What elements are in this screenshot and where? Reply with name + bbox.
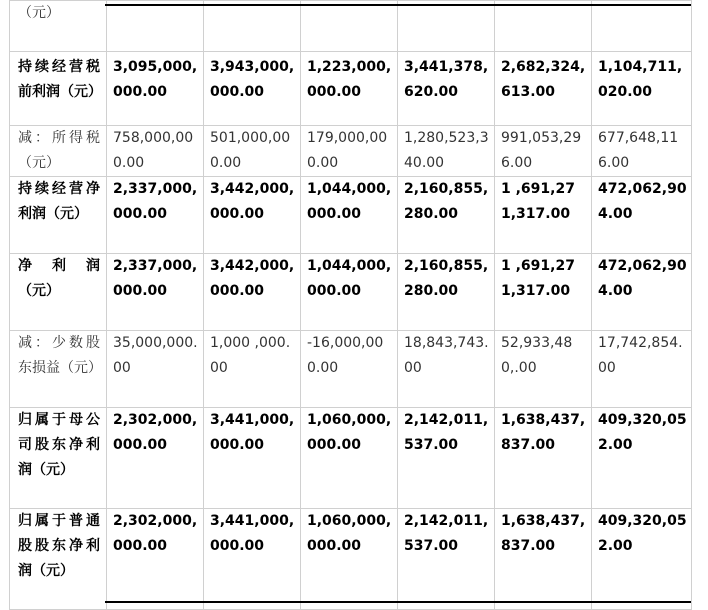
table-cell: 2,337,000,000.00 <box>107 177 204 254</box>
table-cell: 2,160,855,280.00 <box>398 254 495 331</box>
row-label: （元） <box>10 1 107 52</box>
table-cell <box>107 1 204 52</box>
table-cell: 35,000,000.00 <box>107 331 204 408</box>
table-cell: 1,044,000,000.00 <box>301 254 398 331</box>
table-cell: 2,142,011,537.00 <box>398 408 495 509</box>
table-row <box>10 509 692 610</box>
table-cell: 2,302,000,000.00 <box>107 408 204 509</box>
table-cell: 1,060,000,000.00 <box>301 408 398 509</box>
table-cell: 2,160,855,280.00 <box>398 177 495 254</box>
table-bottom-rule <box>105 601 691 603</box>
table-cell <box>398 1 495 52</box>
table-cell: 1,104,711,020.00 <box>592 52 692 126</box>
table-row <box>10 126 692 177</box>
table-cell: 677,648,116.00 <box>592 126 692 177</box>
table-row <box>10 408 692 509</box>
table-cell: 1,223,000,000.00 <box>301 52 398 126</box>
table-cell: 18,843,743.00 <box>398 331 495 408</box>
table-cell: 3,442,000,000.00 <box>204 177 301 254</box>
row-label: 归属于普通股股东净利润（元） <box>10 509 107 610</box>
row-label: 减：所得税（元） <box>10 126 107 177</box>
table-cell: 17,742,854.00 <box>592 331 692 408</box>
row-label: 净 利 润（元） <box>10 254 107 331</box>
table-cell: 3,442,000,000.00 <box>204 254 301 331</box>
table-cell: 2,302,000,000.00 <box>107 509 204 610</box>
table-cell: 1,638,437,837.00 <box>495 509 592 610</box>
financial-table <box>9 0 692 610</box>
row-label: 减：少数股东损益（元） <box>10 331 107 408</box>
table-cell: 1,280,523,340.00 <box>398 126 495 177</box>
table-cell: 1,060,000,000.00 <box>301 509 398 610</box>
table-cell: 409,320,052.00 <box>592 509 692 610</box>
table-row <box>10 1 692 52</box>
table-cell: 472,062,904.00 <box>592 177 692 254</box>
table-row <box>10 177 692 254</box>
table-cell: 1,638,437,837.00 <box>495 408 592 509</box>
table-cell: 1,000 ,000.00 <box>204 331 301 408</box>
table-cell: -16,000,000.00 <box>301 331 398 408</box>
table-cell <box>301 1 398 52</box>
table-cell: 2,682,324,613.00 <box>495 52 592 126</box>
table-cell: 409,320,052.00 <box>592 408 692 509</box>
table-cell: 3,441,378,620.00 <box>398 52 495 126</box>
table-cell: 1 ,691,271,317.00 <box>495 254 592 331</box>
table-row <box>10 254 692 331</box>
table-top-rule <box>105 4 691 6</box>
table-row <box>10 331 692 408</box>
table-cell: 501,000,000.00 <box>204 126 301 177</box>
table-cell: 179,000,000.00 <box>301 126 398 177</box>
table-cell: 1,044,000,000.00 <box>301 177 398 254</box>
table-cell <box>592 1 692 52</box>
table-cell <box>204 1 301 52</box>
financial-table-container <box>9 0 691 610</box>
table-cell: 758,000,000.00 <box>107 126 204 177</box>
table-cell: 2,142,011,537.00 <box>398 509 495 610</box>
table-cell: 3,441,000,000.00 <box>204 408 301 509</box>
table-cell: 52,933,480,.00 <box>495 331 592 408</box>
row-label: 归属于母公司股东净利润（元） <box>10 408 107 509</box>
table-cell: 2,337,000,000.00 <box>107 254 204 331</box>
table-cell: 3,441,000,000.00 <box>204 509 301 610</box>
table-row <box>10 52 692 126</box>
table-cell: 472,062,904.00 <box>592 254 692 331</box>
table-cell: 1 ,691,271,317.00 <box>495 177 592 254</box>
row-label: 持续经营净利润（元） <box>10 177 107 254</box>
table-cell <box>495 1 592 52</box>
table-cell: 3,095,000,000.00 <box>107 52 204 126</box>
table-cell: 991,053,296.00 <box>495 126 592 177</box>
row-label: 持续经营税前利润（元） <box>10 52 107 126</box>
table-cell: 3,943,000,000.00 <box>204 52 301 126</box>
